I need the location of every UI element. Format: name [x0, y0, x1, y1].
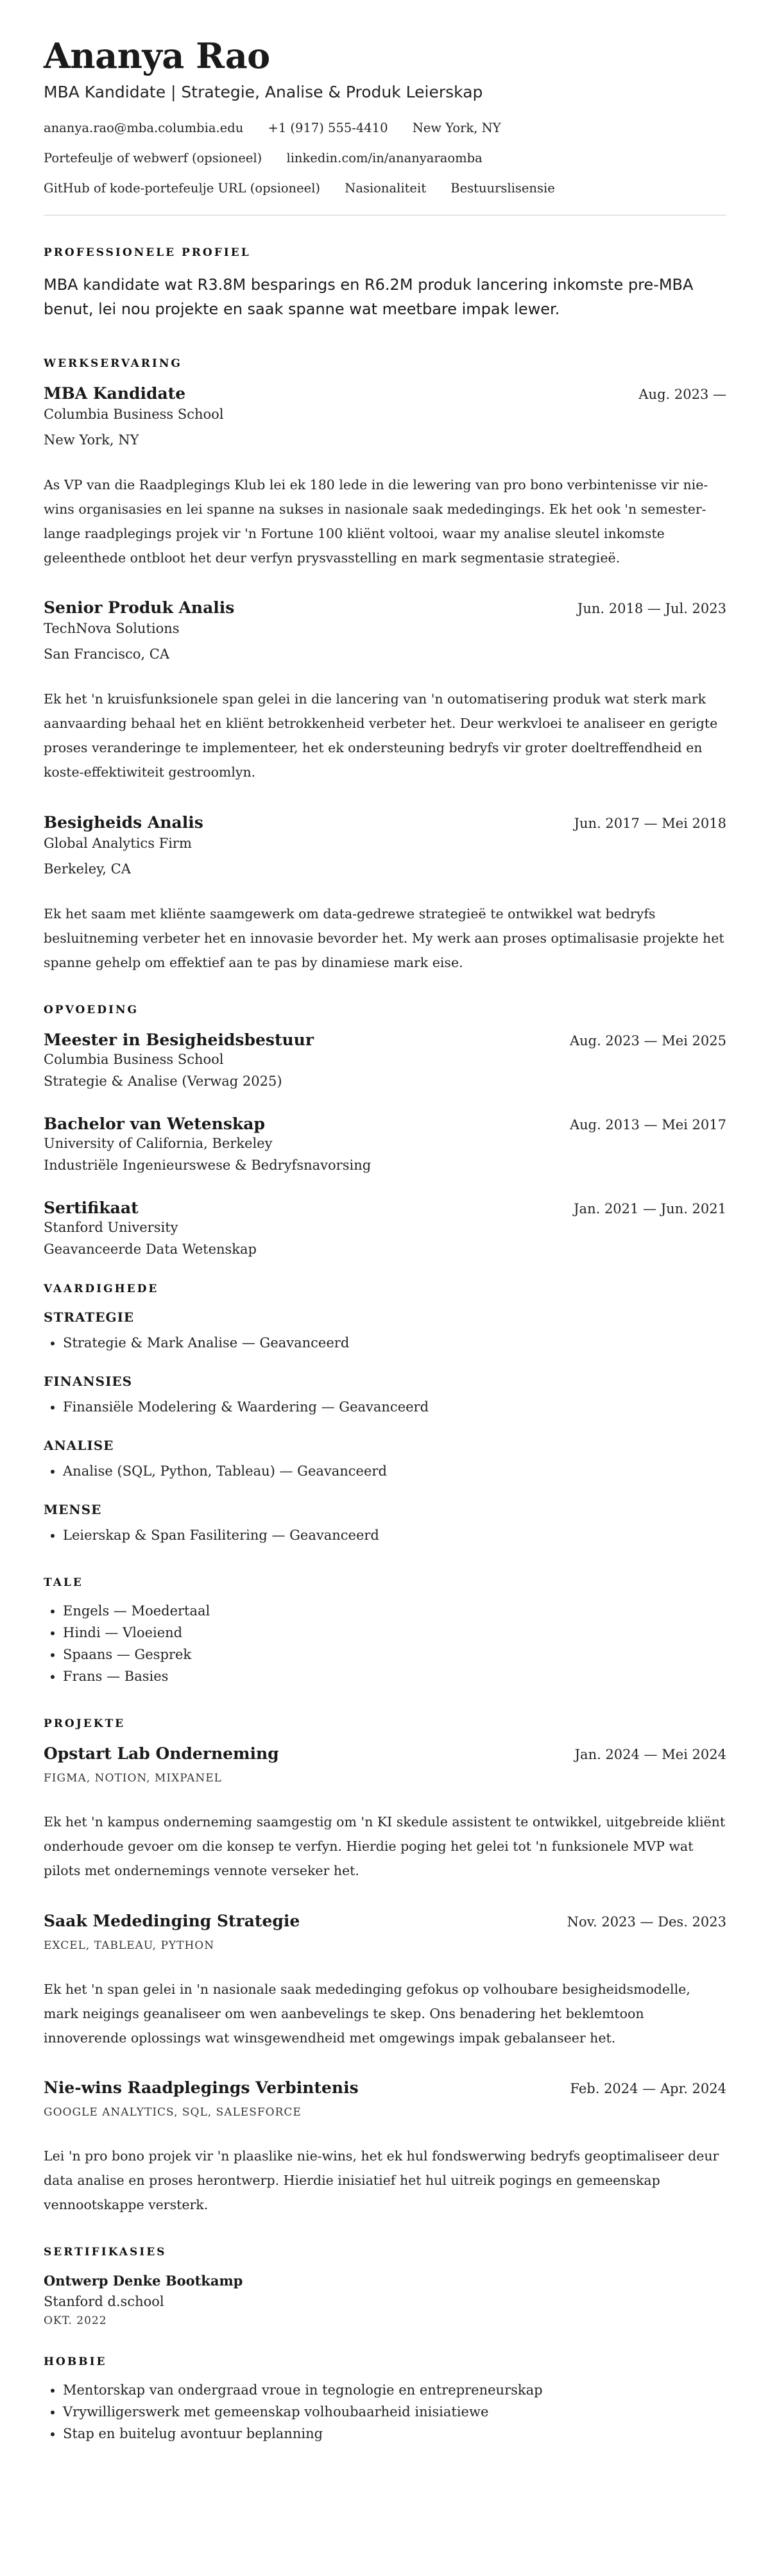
experience-entry — [44, 813, 726, 975]
skill-item: • Finansiële Modelering & Waardering — Geavanceerd — [63, 1399, 726, 1415]
degree-title: Meester in Besigheidsbestuur — [44, 1030, 314, 1049]
degree-date: Jan. 2021 — Jun. 2021 — [574, 1200, 726, 1216]
contact-nationality: Nasionaliteit — [345, 181, 427, 196]
project-tech-stack: FIGMA, NOTION, MIXPANEL — [44, 1771, 222, 1785]
project-date: Nov. 2023 — Des. 2023 — [567, 1914, 726, 1930]
degree-detail: Geavanceerde Data Wetenskap — [44, 1241, 257, 1257]
project-title: Saak Mededinging Strategie — [44, 1911, 300, 1930]
profile-summary: MBA kandidate wat R3.8M besparings en R6.2M produk lancering inkomste pre-MBA benut, lei nou projekte en saak spanne wat meetbare impak lewer. — [44, 276, 694, 318]
contact-portfolio[interactable]: Portefeulje of webwerf (opsioneel) — [44, 151, 262, 166]
job-description: Ek het 'n kruisfunksionele span gelei in die lancering van 'n outomatisering produk wat sterk mark aanvaarding behaal het en kliënt betrokkenheid verbeter het. Deur werkvloei te analiseer en gerigte proses veranderinge te implementeer, het ek ondersteuning bedryfs vir groter doeltreffendheid en koste-effektiwiteit gestroomlyn. — [44, 691, 718, 780]
project-date: Jan. 2024 — Mei 2024 — [574, 1746, 726, 1762]
contact-row-links — [44, 151, 726, 165]
project-entry — [44, 1912, 726, 2051]
certification-issuer: Stanford d.school — [44, 2294, 164, 2310]
contact-github[interactable]: GitHub of kode-portefeulje URL (opsioneel) — [44, 181, 321, 196]
job-location: Berkeley, CA — [44, 861, 131, 877]
degree-institution: University of California, Berkeley — [44, 1135, 273, 1151]
project-date: Feb. 2024 — Apr. 2024 — [570, 2081, 726, 2097]
contact-row-extra — [44, 181, 726, 196]
job-title: Besigheids Analis — [44, 813, 203, 832]
certification-title: Ontwerp Denke Bootkamp — [44, 2273, 243, 2289]
certifications-heading: SERTIFIKASIES — [44, 2246, 167, 2259]
job-description: Ek het saam met kliënte saamgewerk om data-gedrewe strategieë te ontwikkel wat bedryfs besluitneming verbeter het en innovasie bevorder het. My werk aan proses optimalisasie projekte het spanne gehelp om effektief aan te pas by dinamiese mark eise. — [44, 906, 724, 970]
skill-list — [44, 1399, 726, 1415]
project-title: Nie-wins Raadplegings Verbintenis — [44, 2078, 359, 2098]
contact-drivers-license: Bestuurslisensie — [450, 181, 555, 196]
hobby-item: • Stap en buitelug avontuur beplanning — [63, 2426, 726, 2441]
hobby-list — [44, 2382, 726, 2441]
certification-date: OKT. 2022 — [44, 2314, 107, 2328]
skill-list — [44, 1528, 726, 1543]
degree-title: Sertifikaat — [44, 1198, 139, 1217]
skill-item: • Leierskap & Span Fasilitering — Geavanceerd — [63, 1528, 726, 1543]
contact-row-primary — [44, 121, 726, 135]
language-item: • Engels — Moedertaal — [63, 1603, 726, 1619]
project-entry — [44, 2078, 726, 2218]
skill-list — [44, 1335, 726, 1351]
skill-category: MENSE — [44, 1501, 102, 1517]
language-list — [44, 1603, 726, 1684]
contact-linkedin[interactable]: linkedin.com/in/ananyaraomba — [286, 151, 483, 166]
job-title: Senior Produk Analis — [44, 598, 235, 618]
candidate-subtitle: MBA Kandidate | Strategie, Analise & Produk Leierskap — [44, 83, 483, 102]
degree-date: Aug. 2013 — Mei 2017 — [569, 1116, 726, 1132]
language-item: • Frans — Basies — [63, 1669, 726, 1684]
job-title: MBA Kandidate — [44, 383, 186, 403]
project-tech-stack: EXCEL, TABLEAU, PYTHON — [44, 1939, 215, 1952]
hobby-item: • Mentorskap van ondergraad vroue in tegnologie en entrepreneurskap — [63, 2382, 726, 2398]
hobby-item: • Vrywilligerswerk met gemeenskap volhoubaarheid inisiatiewe — [63, 2404, 726, 2420]
project-description: Ek het 'n span gelei in 'n nasionale saak mededinging gefokus op volhoubare besigheidsmodelle, mark neigings geanaliseer om wen aanbevelings te skep. Ons benadering het beklemtoon innoverende oplossings wat winsgewendheid met omgewings impak gebalanseer het. — [44, 1981, 690, 2046]
job-organization: Columbia Business School — [44, 406, 224, 422]
project-tech-stack: GOOGLE ANALYTICS, SQL, SALESFORCE — [44, 2106, 302, 2119]
degree-institution: Columbia Business School — [44, 1051, 224, 1067]
education-entry — [44, 1199, 726, 1257]
project-title: Opstart Lab Onderneming — [44, 1744, 279, 1763]
skill-category: FINANSIES — [44, 1373, 133, 1389]
education-entry — [44, 1115, 726, 1173]
experience-heading: WERKSERVARING — [44, 357, 182, 370]
contact-phone[interactable]: +1 (917) 555-4410 — [268, 121, 388, 136]
project-description: Ek het 'n kampus onderneming saamgestig om 'n KI skedule assistent te ontwikkel, uitgebreide kliënt onderhoude gevoer om die konsep te verfyn. Hierdie poging het gelei tot 'n funksionele MVP wat pilots met ondernemings vennote verseker het. — [44, 1814, 726, 1878]
project-entry — [44, 1744, 726, 1883]
job-date: Jun. 2018 — Jul. 2023 — [577, 601, 726, 617]
skill-category: STRATEGIE — [44, 1309, 135, 1325]
skill-item: • Analise (SQL, Python, Tableau) — Geavanceerd — [63, 1463, 726, 1479]
degree-date: Aug. 2023 — Mei 2025 — [569, 1032, 726, 1048]
skill-list — [44, 1463, 726, 1479]
experience-entry — [44, 598, 726, 785]
skill-category: ANALISE — [44, 1437, 114, 1453]
project-description: Lei 'n pro bono projek vir 'n plaaslike nie-wins, het ek hul fondswerwing bedryfs geoptimaliseer deur data analise en proses herontwerp. Hierdie inisiatief het hul uitreik pogings en gemeenskap vennootskappe versterk. — [44, 2148, 719, 2213]
certification-entry — [44, 2273, 726, 2327]
job-location: San Francisco, CA — [44, 646, 170, 662]
education-heading: OPVOEDING — [44, 1003, 139, 1016]
hobbies-heading: HOBBIE — [44, 2355, 107, 2369]
job-date: Aug. 2023 — — [638, 386, 726, 402]
job-date: Jun. 2017 — Mei 2018 — [574, 816, 726, 832]
job-description: As VP van die Raadplegings Klub lei ek 180 lede in die lewering van pro bono verbintenisse vir nie-wins organisasies en lei spanne na sukses in nasionale saak mededingings. Ek het ook 'n semester-lange raadplegings projek vir 'n Fortune 100 kliënt voltooi, waar my analise sleutel inkomste geleenthede ontbloot het deur verfyn prysvasstelling en mark segmentasie strategieë. — [44, 476, 708, 566]
degree-detail: Industriële Ingenieurswese & Bedryfsnavorsing — [44, 1157, 372, 1173]
job-location: New York, NY — [44, 432, 139, 448]
profile-heading: PROFESSIONELE PROFIEL — [44, 246, 251, 260]
candidate-name: Ananya Rao — [44, 35, 270, 76]
degree-title: Bachelor van Wetenskap — [44, 1114, 265, 1133]
degree-institution: Stanford University — [44, 1219, 178, 1235]
projects-heading: PROJEKTE — [44, 1717, 126, 1730]
job-organization: TechNova Solutions — [44, 621, 180, 637]
contact-email[interactable]: ananya.rao@mba.columbia.edu — [44, 121, 244, 136]
skills-heading: VAARDIGHEDE — [44, 1282, 159, 1295]
languages-heading: TALE — [44, 1576, 83, 1589]
experience-entry — [44, 384, 726, 571]
contact-location: New York, NY — [412, 121, 501, 136]
skill-item: • Strategie & Mark Analise — Geavanceerd — [63, 1335, 726, 1351]
education-entry — [44, 1031, 726, 1089]
language-item: • Spaans — Gesprek — [63, 1647, 726, 1662]
degree-detail: Strategie & Analise (Verwag 2025) — [44, 1073, 282, 1089]
language-item: • Hindi — Vloeiend — [63, 1625, 726, 1640]
job-organization: Global Analytics Firm — [44, 836, 192, 852]
